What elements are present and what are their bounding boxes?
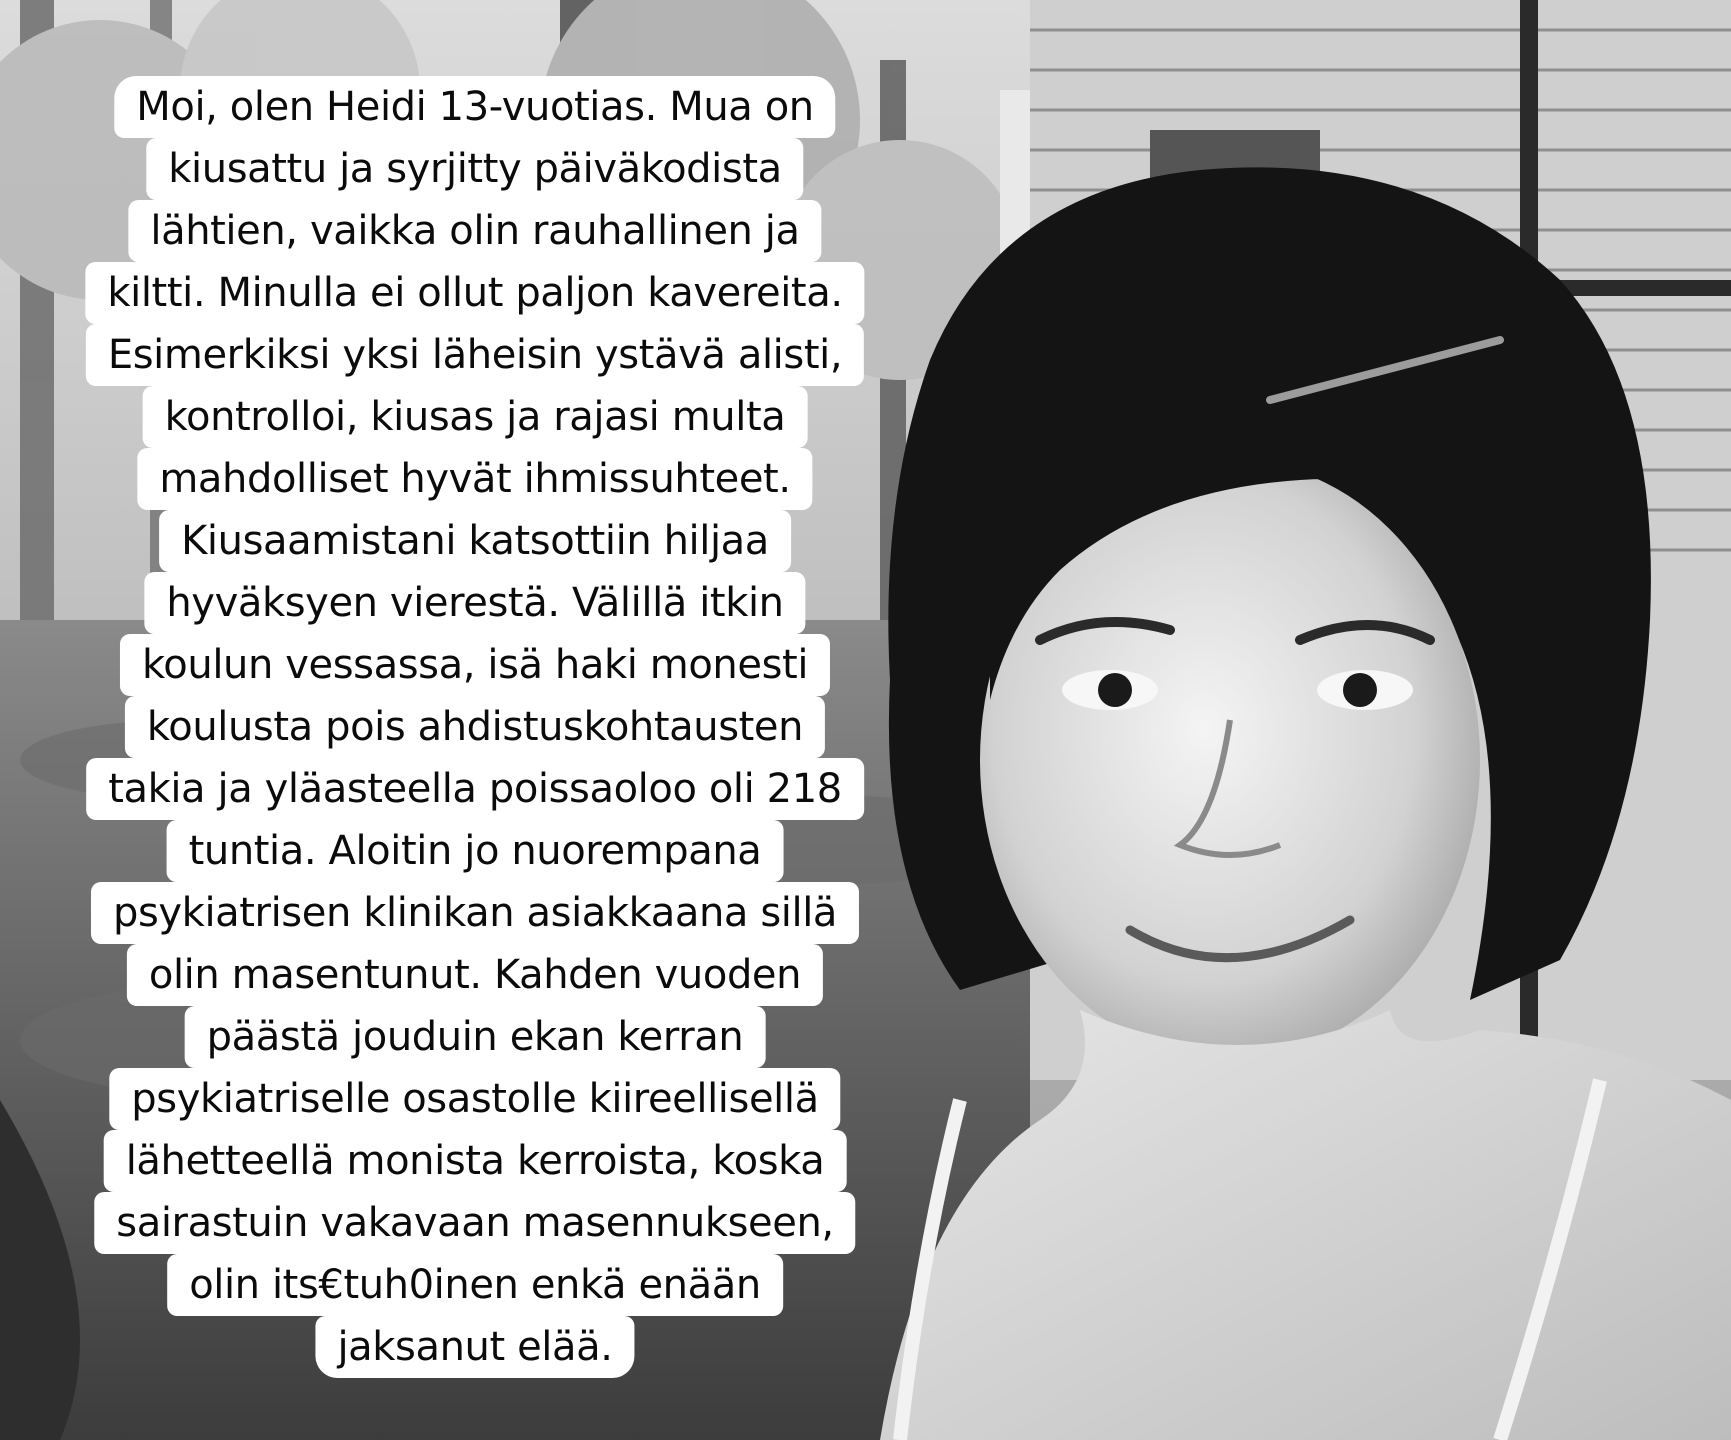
- caption-line: lähetteellä monista kerroista, koska: [104, 1130, 847, 1192]
- caption-line: olin its€tuh0inen enkä enään: [167, 1254, 783, 1316]
- caption-line: olin masentunut. Kahden vuoden: [127, 944, 823, 1006]
- caption-line: päästä jouduin ekan kerran: [185, 1006, 766, 1068]
- caption-line: psykiatriselle osastolle kiireellisellä: [109, 1068, 840, 1130]
- caption-line: Esimerkiksi yksi läheisin ystävä alisti,: [86, 324, 864, 386]
- caption-line: tuntia. Aloitin jo nuorempana: [167, 820, 784, 882]
- caption-line: kiusattu ja syrjitty päiväkodista: [146, 138, 803, 200]
- caption-line: sairastuin vakavaan masennukseen,: [94, 1192, 855, 1254]
- caption-line: kontrolloi, kiusas ja rajasi multa: [143, 386, 808, 448]
- person: [880, 167, 1731, 1440]
- caption-line: koulusta pois ahdistuskohtausten: [125, 696, 825, 758]
- caption-line: takia ja yläasteella poissaoloo oli 218: [86, 758, 864, 820]
- caption-line: psykiatrisen klinikan asiakkaana sillä: [91, 882, 859, 944]
- caption-line: mahdolliset hyvät ihmissuhteet.: [137, 448, 812, 510]
- caption-line: jaksanut elää.: [315, 1316, 634, 1378]
- caption-line: hyväksyen vierestä. Välillä itkin: [144, 572, 805, 634]
- caption-line: Kiusaamistani katsottiin hiljaa: [159, 510, 791, 572]
- caption-line: Moi, olen Heidi 13-vuotias. Mua on: [114, 76, 835, 138]
- caption-line: koulun vessassa, isä haki monesti: [120, 634, 830, 696]
- caption-line: lähtien, vaikka olin rauhallinen ja: [128, 200, 821, 262]
- caption-line: kiltti. Minulla ei ollut paljon kavereita.: [85, 262, 864, 324]
